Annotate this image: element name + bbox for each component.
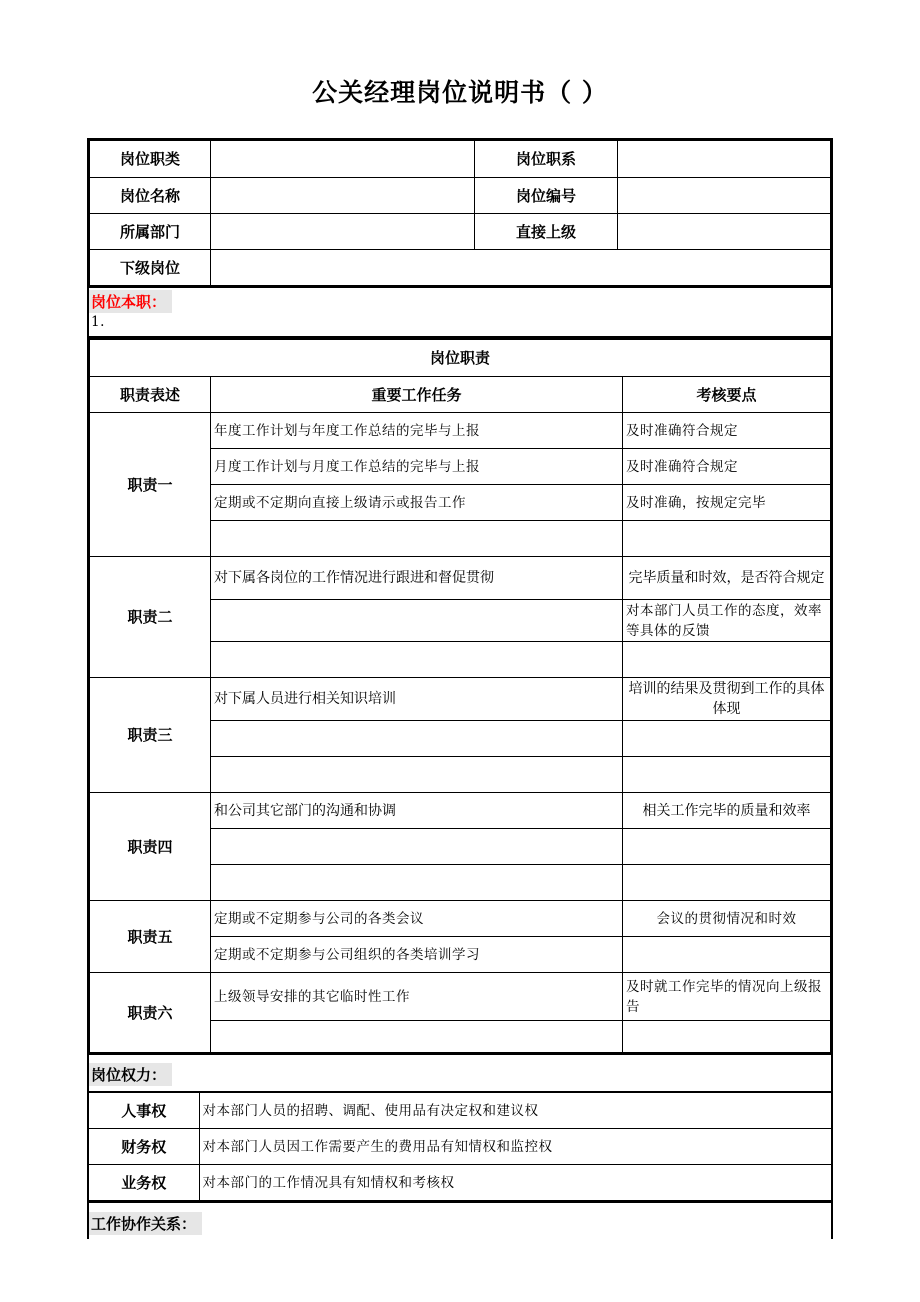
duty-1-assessment-2: 及时准确符合规定 [623, 449, 831, 485]
basic-info-table [89, 140, 831, 286]
duty-6-task-1: 上级领导安排的其它临时性工作 [211, 973, 623, 1021]
duty-1-task-2: 月度工作计划与月度工作总结的完毕与上报 [211, 449, 623, 485]
hr-authority-label: 人事权 [89, 1093, 199, 1129]
duty-3-task-3[interactable] [211, 757, 623, 793]
subordinate-label: 下级岗位 [90, 250, 211, 286]
responsibilities-heading: 岗位职责 [90, 340, 831, 377]
table-row [89, 1129, 831, 1165]
table-row [90, 678, 831, 721]
finance-authority-text: 对本部门人员因工作需要产生的费用品有知情权和监控权 [199, 1129, 831, 1165]
duty-2-task-1: 对下属各岗位的工作情况进行跟进和督促贯彻 [211, 557, 623, 600]
duty-2-assessment-1: 完毕质量和时效，是否符合规定 [623, 557, 831, 600]
job-category-value[interactable] [211, 141, 475, 178]
finance-authority-label: 财务权 [89, 1129, 199, 1165]
department-label: 所属部门 [90, 214, 211, 250]
duty-4-task-2[interactable] [211, 829, 623, 865]
duty-1-task-3: 定期或不定期向直接上级请示或报告工作 [211, 485, 623, 521]
duty-2-task-2[interactable] [211, 600, 623, 642]
col-assessment-header: 考核要点 [623, 377, 831, 413]
duty-1-task-1: 年度工作计划与年度工作总结的完毕与上报 [211, 413, 623, 449]
authority-section [87, 1092, 833, 1201]
duty-2-assessment-3[interactable] [623, 642, 831, 678]
cooperation-section [87, 1201, 833, 1239]
duty-5-task-2: 定期或不定期参与公司组织的各类培训学习 [211, 937, 623, 973]
table-row [90, 413, 831, 449]
duty-6-label: 职责六 [90, 973, 211, 1053]
col-tasks-header: 重要工作任务 [211, 377, 623, 413]
table-row [89, 1093, 831, 1129]
duty-2-label: 职责二 [90, 557, 211, 678]
job-code-value[interactable] [618, 178, 831, 214]
duty-5-task-1: 定期或不定期参与公司的各类会议 [211, 901, 623, 937]
table-row [90, 973, 831, 1021]
authority-header [87, 1055, 833, 1092]
duty-text: 1. [91, 314, 105, 330]
subordinate-value[interactable] [211, 250, 831, 286]
duty-4-assessment-1: 相关工作完毕的质量和效率 [623, 793, 831, 829]
duty-section [87, 286, 833, 337]
authority-table [89, 1092, 831, 1201]
duty-3-label: 职责三 [90, 678, 211, 793]
duty-2-task-3[interactable] [211, 642, 623, 678]
business-authority-text: 对本部门的工作情况具有知情权和考核权 [199, 1165, 831, 1201]
department-value[interactable] [211, 214, 475, 250]
table-row [90, 901, 831, 937]
duty-4-label: 职责四 [90, 793, 211, 901]
duty-3-assessment-2[interactable] [623, 721, 831, 757]
responsibilities-section [87, 337, 833, 1055]
duty-1-assessment-1: 及时准确符合规定 [623, 413, 831, 449]
duty-4-assessment-3[interactable] [623, 865, 831, 901]
job-name-label: 岗位名称 [90, 178, 211, 214]
duty-2-assessment-2: 对本部门人员工作的态度，效率等具体的反馈 [623, 600, 831, 642]
hr-authority-text: 对本部门人员的招聘、调配、使用品有决定权和建议权 [199, 1093, 831, 1129]
job-description-form [87, 138, 833, 1239]
duty-3-task-2[interactable] [211, 721, 623, 757]
duty-4-assessment-2[interactable] [623, 829, 831, 865]
job-category-label: 岗位职类 [90, 141, 211, 178]
col-description-header: 职责表述 [90, 377, 211, 413]
duty-3-assessment-1: 培训的结果及贯彻到工作的具体体现 [623, 678, 831, 721]
duty-1-label: 职责一 [90, 413, 211, 557]
job-family-label: 岗位职系 [475, 141, 618, 178]
responsibilities-table [89, 339, 831, 1053]
duty-4-task-1: 和公司其它部门的沟通和协调 [211, 793, 623, 829]
duty-3-assessment-3[interactable] [623, 757, 831, 793]
authority-label: 岗位权力： [89, 1063, 172, 1086]
duty-3-task-1: 对下属人员进行相关知识培训 [211, 678, 623, 721]
duty-5-label: 职责五 [90, 901, 211, 973]
duty-6-task-2[interactable] [211, 1021, 623, 1053]
duty-1-task-4[interactable] [211, 521, 623, 557]
page-title: 公关经理岗位说明书（ ） [312, 78, 608, 107]
job-code-label: 岗位编号 [475, 178, 618, 214]
duty-label: 岗位本职： [89, 290, 172, 313]
duty-5-assessment-2[interactable] [623, 937, 831, 973]
job-family-value[interactable] [618, 141, 831, 178]
table-row [90, 793, 831, 829]
basic-info-section [87, 138, 833, 286]
business-authority-label: 业务权 [89, 1165, 199, 1201]
job-name-value[interactable] [211, 178, 475, 214]
direct-superior-value[interactable] [618, 214, 831, 250]
duty-6-assessment-1: 及时就工作完毕的情况向上级报告 [623, 973, 831, 1021]
table-row [89, 1165, 831, 1201]
table-row [90, 557, 831, 600]
direct-superior-label: 直接上级 [475, 214, 618, 250]
duty-5-assessment-1: 会议的贯彻情况和时效 [623, 901, 831, 937]
duty-1-assessment-4[interactable] [623, 521, 831, 557]
duty-6-assessment-2[interactable] [623, 1021, 831, 1053]
duty-4-task-3[interactable] [211, 865, 623, 901]
duty-1-assessment-3: 及时准确，按规定完毕 [623, 485, 831, 521]
cooperation-label: 工作协作关系： [89, 1212, 202, 1235]
